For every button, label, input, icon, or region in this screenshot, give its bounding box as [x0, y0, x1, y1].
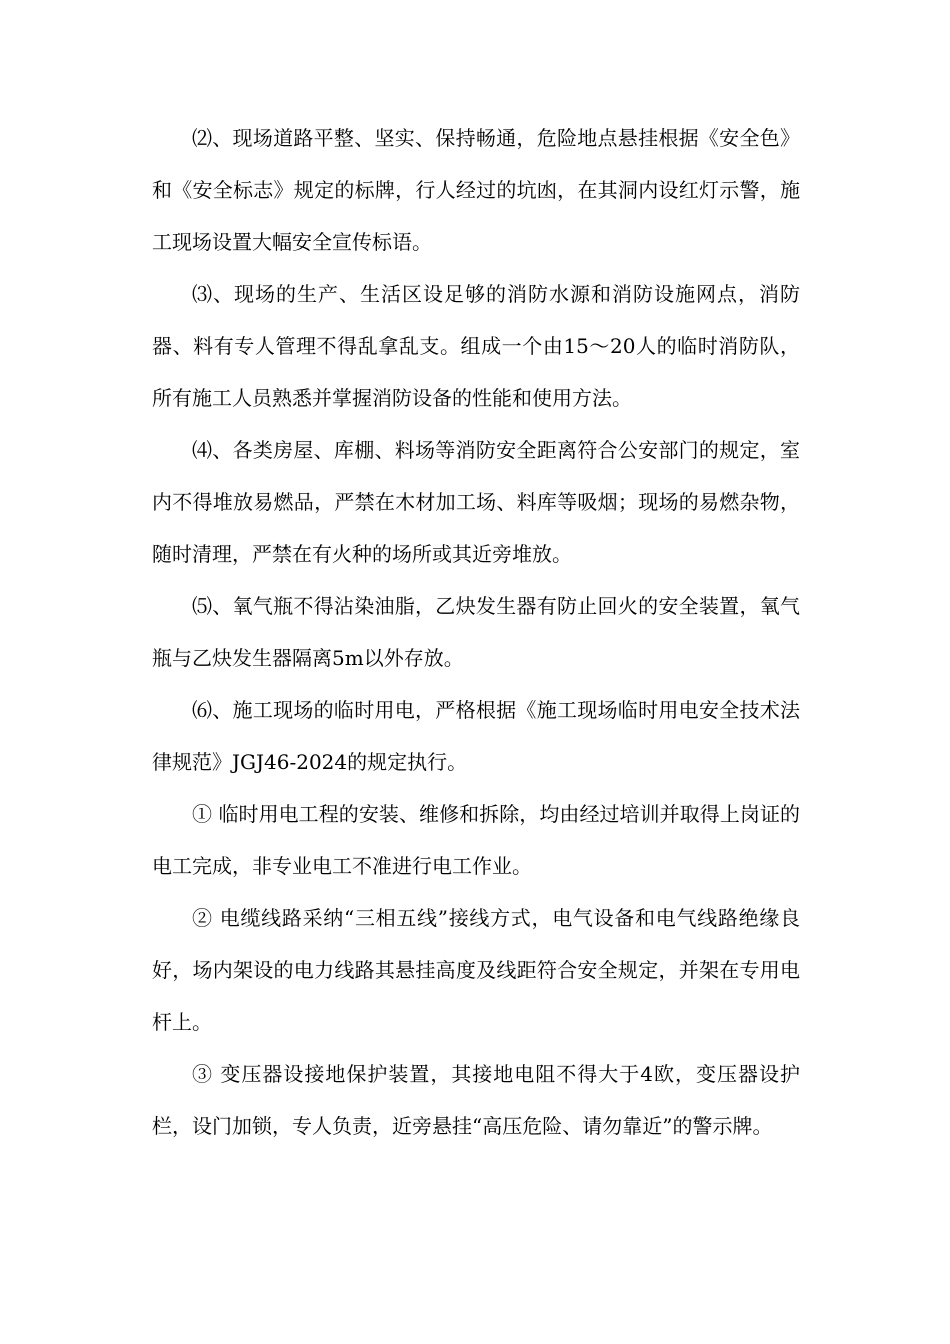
paragraph-subitem-3: ③ 变压器设接地保护装置，其接地电阻不得大于4欧，变压器设护栏，设门加锁，专人负责，近旁悬挂“高压危险、请勿靠近”的警示牌。	[152, 1062, 800, 1138]
paragraph-item-4: ⑷、各类房屋、库棚、料场等消防安全距离符合公安部门的规定，室内不得堆放易燃品，严禁在木材加工场、料库等吸烟；现场的易燃杂物，随时清理，严禁在有火种的场所或其近旁堆放。	[152, 438, 800, 566]
paragraph-subitem-2: ② 电缆线路采纳“三相五线”接线方式，电气设备和电气线路绝缘良好，场内架设的电力线路其悬挂高度及线距符合安全规定，并架在专用电杆上。	[152, 906, 800, 1034]
paragraph-item-5: ⑸、氧气瓶不得沾染油脂，乙炔发生器有防止回火的安全装置，氧气瓶与乙炔发生器隔离5m以外存放。	[152, 594, 800, 670]
document-body	[152, 112, 800, 1152]
paragraph-item-3: ⑶、现场的生产、生活区设足够的消防水源和消防设施网点，消防器、料有专人管理不得乱拿乱支。组成一个由15～20人的临时消防队，所有施工人员熟悉并掌握消防设备的性能和使用方法。	[152, 282, 800, 410]
paragraph-subitem-1: ① 临时用电工程的安装、维修和拆除，均由经过培训并取得上岗证的电工完成，非专业电工不准进行电工作业。	[152, 802, 800, 878]
paragraph-item-6: ⑹、施工现场的临时用电，严格根据《施工现场临时用电安全技术法律规范》JGJ46-2024的规定执行。	[152, 698, 800, 774]
paragraph-item-2: ⑵、现场道路平整、坚实、保持畅通，危险地点悬挂根据《安全色》和《安全标志》规定的标牌，行人经过的坑凼，在其洞内设红灯示警，施工现场设置大幅安全宣传标语。	[152, 126, 800, 254]
